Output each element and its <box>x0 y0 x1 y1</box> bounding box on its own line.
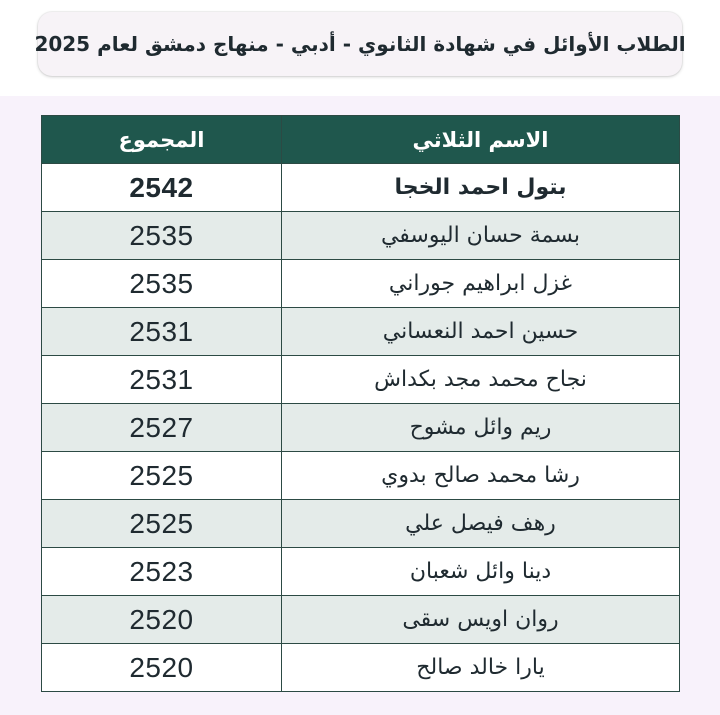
title-card <box>34 12 686 76</box>
results-table <box>41 115 680 692</box>
table-row <box>42 164 680 212</box>
table-row <box>42 212 680 260</box>
table-row <box>42 260 680 308</box>
student-name: يارا خالد صالح <box>282 644 680 692</box>
student-name: نجاح محمد مجد بكداش <box>282 356 680 404</box>
header-total: المجموع <box>42 116 282 164</box>
page-title: الطلاب الأوائل في شهادة الثانوي - أدبي - منهاج دمشق لعام 2025 <box>34 32 686 56</box>
table-row <box>42 452 680 500</box>
student-total: 2535 <box>42 212 282 260</box>
student-name: حسين احمد النعساني <box>282 308 680 356</box>
student-total: 2525 <box>42 500 282 548</box>
student-total: 2527 <box>42 404 282 452</box>
student-name: غزل ابراهيم جوراني <box>282 260 680 308</box>
student-total: 2520 <box>42 596 282 644</box>
student-name: روان اويس سقى <box>282 596 680 644</box>
student-name: رهف فيصل علي <box>282 500 680 548</box>
student-total: 2531 <box>42 308 282 356</box>
table-body <box>42 164 680 692</box>
student-total: 2535 <box>42 260 282 308</box>
student-total: 2520 <box>42 644 282 692</box>
table-header <box>42 116 680 164</box>
student-name: دينا وائل شعبان <box>282 548 680 596</box>
table-row <box>42 308 680 356</box>
student-total: 2542 <box>42 164 282 212</box>
table-row <box>42 644 680 692</box>
student-name: بتول احمد الخجا <box>282 164 680 212</box>
table-row <box>42 356 680 404</box>
student-total: 2525 <box>42 452 282 500</box>
student-name: ريم وائل مشوح <box>282 404 680 452</box>
header-name: الاسم الثلاثي <box>282 116 680 164</box>
header-row <box>42 116 680 164</box>
student-name: بسمة حسان اليوسفي <box>282 212 680 260</box>
student-total: 2523 <box>42 548 282 596</box>
table-row <box>42 596 680 644</box>
student-name: رشا محمد صالح بدوي <box>282 452 680 500</box>
table-row <box>42 404 680 452</box>
table-row <box>42 500 680 548</box>
table-row <box>42 548 680 596</box>
student-total: 2531 <box>42 356 282 404</box>
